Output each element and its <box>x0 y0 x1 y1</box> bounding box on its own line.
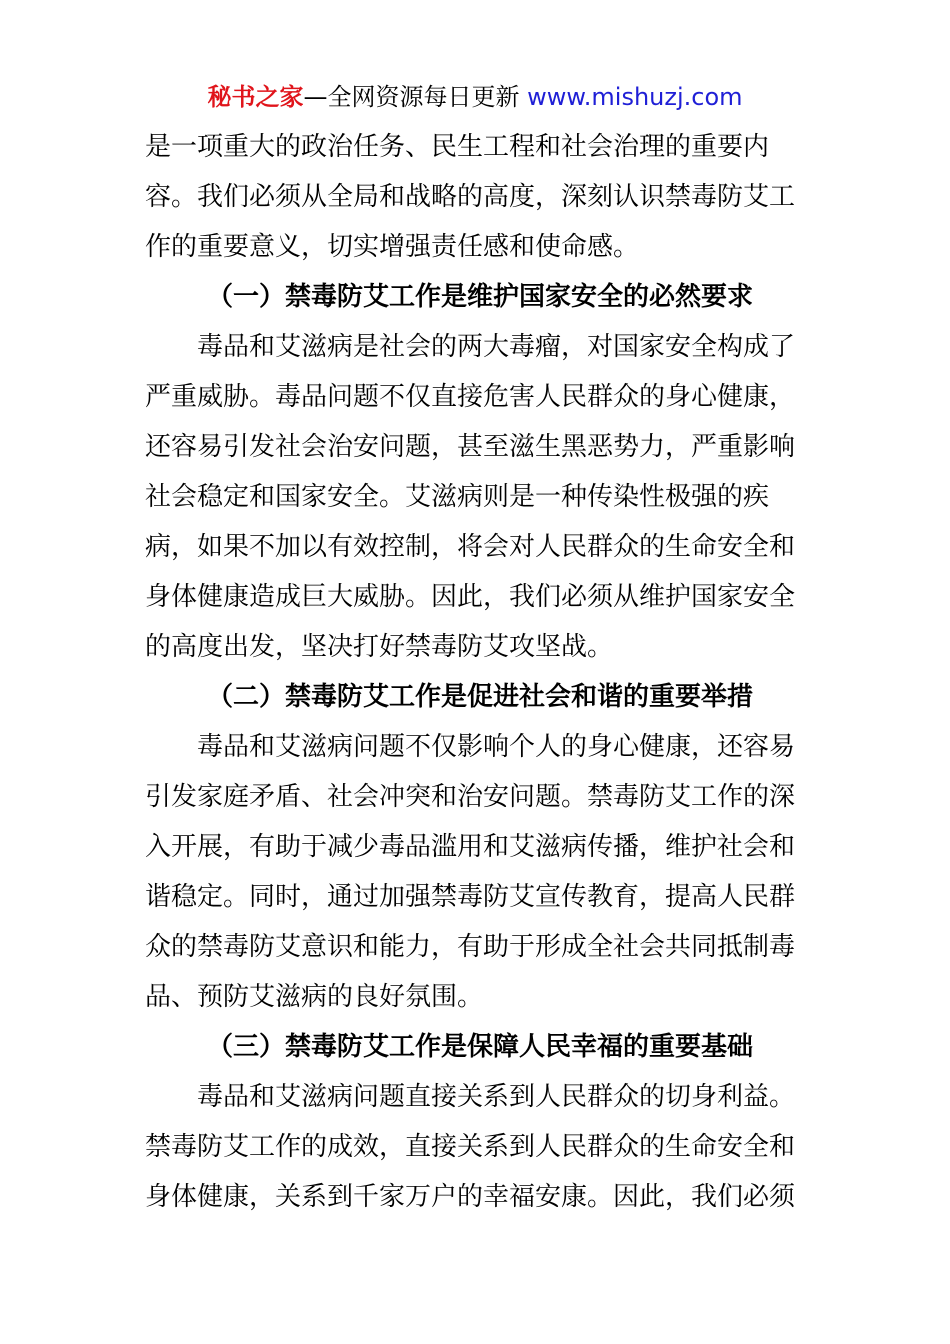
paragraph-line: 还容易引发社会治安问题，甚至滋生黑恶势力，严重影响 <box>145 432 796 462</box>
paragraph-line: 入开展，有助于减少毒品滥用和艾滋病传播，维护社会和 <box>145 832 796 862</box>
site-header <box>0 80 950 114</box>
paragraph-line: 社会稳定和国家安全。艾滋病则是一种传染性极强的疾 <box>145 482 770 512</box>
section-heading: （三）禁毒防艾工作是保障人民幸福的重要基础 <box>207 1032 754 1062</box>
paragraph-line: 严重威胁。毒品问题不仅直接危害人民群众的身心健康， <box>145 382 796 412</box>
paragraph-line: 毒品和艾滋病问题直接关系到人民群众的切身利益。 <box>197 1082 796 1112</box>
paragraph-line: 是一项重大的政治任务、民生工程和社会治理的重要内 <box>145 132 770 162</box>
paragraph-line: 容。我们必须从全局和战略的高度，深刻认识禁毒防艾工 <box>145 182 796 212</box>
paragraph-line: 的高度出发，坚决打好禁毒防艾攻坚战。 <box>145 632 614 662</box>
paragraph-line: 毒品和艾滋病问题不仅影响个人的身心健康，还容易 <box>197 732 796 762</box>
section-heading: （二）禁毒防艾工作是促进社会和谐的重要举措 <box>207 682 754 712</box>
paragraph-line: 众的禁毒防艾意识和能力，有助于形成全社会共同抵制毒 <box>145 932 796 962</box>
paragraph-line: 品、预防艾滋病的良好氛围。 <box>145 982 484 1012</box>
paragraph-line: 毒品和艾滋病是社会的两大毒瘤，对国家安全构成了 <box>197 332 796 362</box>
brand-name: 秘书之家 <box>207 83 304 111</box>
site-url-link[interactable]: www.mishuzj.com <box>527 83 743 111</box>
site-tagline: —全网资源每日更新 <box>303 83 528 111</box>
section-heading: （一）禁毒防艾工作是维护国家安全的必然要求 <box>207 282 754 312</box>
paragraph-line: 禁毒防艾工作的成效，直接关系到人民群众的生命安全和 <box>145 1132 796 1162</box>
paragraph-line: 身体健康，关系到千家万户的幸福安康。因此，我们必须 <box>145 1182 796 1212</box>
paragraph-line: 引发家庭矛盾、社会冲突和治安问题。禁毒防艾工作的深 <box>145 782 796 812</box>
paragraph-line: 谐稳定。同时，通过加强禁毒防艾宣传教育，提高人民群 <box>145 882 796 912</box>
paragraph-line: 身体健康造成巨大威胁。因此，我们必须从维护国家安全 <box>145 582 796 612</box>
paragraph-line: 病，如果不加以有效控制，将会对人民群众的生命安全和 <box>145 532 796 562</box>
paragraph-line: 作的重要意义，切实增强责任感和使命感。 <box>145 232 640 262</box>
